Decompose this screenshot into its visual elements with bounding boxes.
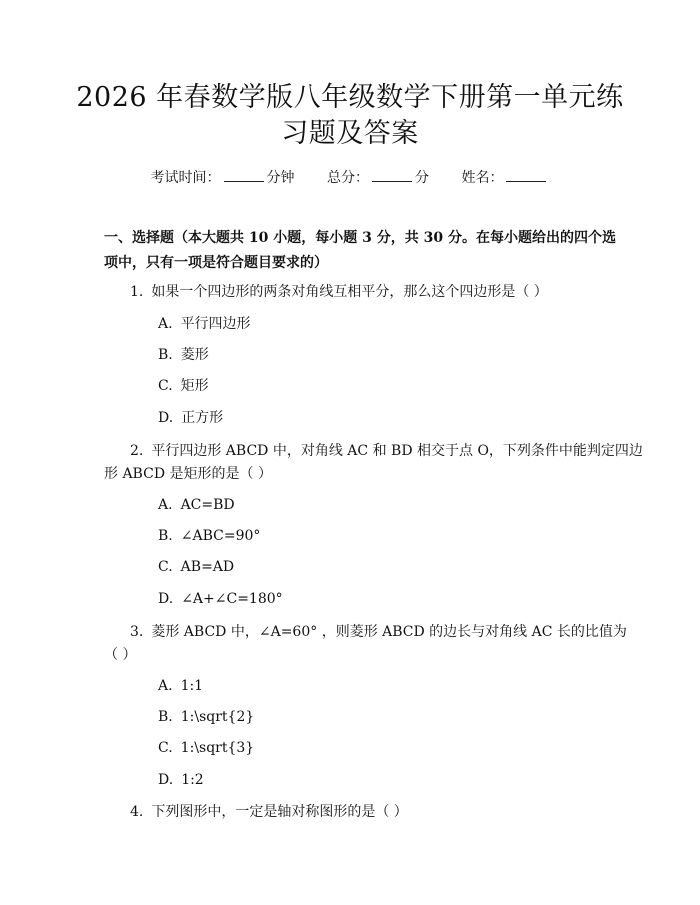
question-text: 如果一个四边形的两条对角线互相平分，那么这个四边形是（ ） <box>151 284 548 300</box>
question-3-continuation: （ ） <box>104 647 137 663</box>
option-label: A. <box>158 678 173 694</box>
option-text: 1:\sqrt{3} <box>180 740 255 756</box>
question-text: 菱形 ABCD 中，∠A=60° ，则菱形 ABCD 的边长与对角线 AC 长的比值为 <box>151 624 627 640</box>
option-text: 菱形 <box>180 347 209 363</box>
option-label: C. <box>158 559 173 575</box>
student-name-label: 姓名： <box>461 170 504 186</box>
student-name-blank <box>506 168 546 182</box>
question-2-option-c <box>158 556 234 578</box>
option-text: ∠ABC=90° <box>180 528 261 544</box>
option-label: A. <box>158 316 173 332</box>
option-label: D. <box>158 772 174 788</box>
question-2-option-b <box>158 525 260 547</box>
student-name-field <box>461 168 549 188</box>
question-text: 平行四边形 ABCD 中，对角线 AC 和 BD 相交于点 O，下列条件中能判定四边 <box>151 443 643 459</box>
question-2 <box>130 440 643 462</box>
option-label: B. <box>158 528 173 544</box>
question-1-option-d <box>158 407 223 429</box>
option-label: B. <box>158 709 173 725</box>
document-title-line-2: 习题及答案 <box>281 118 419 149</box>
exam-time-field <box>151 168 295 188</box>
total-score-unit: 分 <box>415 170 429 186</box>
question-3-option-c <box>158 737 254 759</box>
question-3-option-d <box>158 769 204 791</box>
option-label: A. <box>158 497 173 513</box>
option-text: AC=BD <box>180 497 235 513</box>
question-number: 1. <box>130 284 144 300</box>
question-2-continuation: 形 ABCD 是矩形的是（ ） <box>104 466 272 482</box>
question-1-option-c <box>158 375 209 397</box>
question-4 <box>130 801 408 823</box>
total-score-field <box>327 168 429 188</box>
exam-info-bar <box>0 168 700 188</box>
option-label: D. <box>158 591 174 607</box>
question-1 <box>130 281 548 303</box>
question-2-option-a <box>158 494 235 516</box>
question-text: 下列图形中，一定是轴对称图形的是（ ） <box>151 804 408 820</box>
question-number: 4. <box>130 804 144 820</box>
option-label: D. <box>158 410 174 426</box>
question-3-option-b <box>158 706 254 728</box>
question-number: 2. <box>130 443 144 459</box>
exam-time-unit: 分钟 <box>266 170 295 186</box>
question-2-option-d <box>158 588 283 610</box>
question-1-option-b <box>158 344 209 366</box>
total-score-blank <box>372 168 412 182</box>
option-label: C. <box>158 378 173 394</box>
option-label: B. <box>158 347 173 363</box>
option-text: 平行四边形 <box>180 316 251 332</box>
option-text: 矩形 <box>180 378 209 394</box>
question-number: 3. <box>130 624 144 640</box>
option-text: 1:1 <box>180 678 204 694</box>
question-3-option-a <box>158 675 203 697</box>
exam-time-blank <box>224 168 264 182</box>
option-label: C. <box>158 740 173 756</box>
option-text: ∠A+∠C=180° <box>181 591 283 607</box>
document-title-line-1: 2026 年春数学版八年级数学下册第一单元练 <box>76 82 624 113</box>
section-heading-line-2: 项中，只有一项是符合题目要求的） <box>104 255 328 271</box>
option-text: 正方形 <box>181 410 224 426</box>
section-heading-line-1: 一、选择题（本大题共 10 小题，每小题 3 分，共 30 分。在每小题给出的四个选 <box>104 230 616 246</box>
question-3 <box>130 621 627 643</box>
total-score-label: 总分： <box>327 170 369 186</box>
option-text: 1:2 <box>181 772 204 788</box>
option-text: AB=AD <box>180 559 235 575</box>
question-1-option-a <box>158 313 251 335</box>
exam-time-label: 考试时间： <box>150 170 221 186</box>
option-text: 1:\sqrt{2} <box>180 709 255 725</box>
